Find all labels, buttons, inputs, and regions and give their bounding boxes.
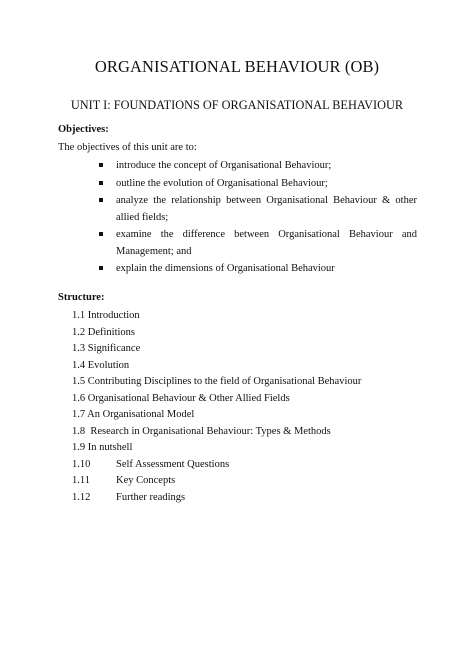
objective-item <box>99 158 417 175</box>
structure-item-number: 1.10 <box>72 458 91 470</box>
square-bullet-icon <box>99 198 103 202</box>
objectives-list <box>99 158 417 279</box>
square-bullet-icon <box>99 163 103 167</box>
objective-text: analyze the relationship between Organisational Behaviour & other allied fields; <box>116 195 417 223</box>
objective-text: examine the difference between Organisational Behaviour and Management; and <box>116 229 417 257</box>
structure-item: 1.5 Contributing Disciplines to the field of Organisational Behaviour <box>72 376 362 387</box>
structure-heading: Structure: <box>58 292 105 303</box>
structure-list <box>72 308 361 506</box>
structure-item: 1.2 Definitions <box>72 326 135 338</box>
structure-item-label: Key Concepts <box>116 475 176 486</box>
objective-item <box>99 193 417 226</box>
square-bullet-icon <box>99 266 103 270</box>
structure-item <box>72 457 361 474</box>
structure-item: 1.9 In nutshell <box>72 442 133 453</box>
structure-item <box>72 473 361 490</box>
objective-item <box>99 176 417 193</box>
objective-text: introduce the concept of Organisational Behaviour; <box>116 160 332 171</box>
document-title: ORGANISATIONAL BEHAVIOUR (OB) <box>94 57 380 76</box>
unit-title: UNIT I: FOUNDATIONS OF ORGANISATIONAL BEHAVIOUR <box>70 98 404 112</box>
objective-item <box>99 261 417 278</box>
objective-text: explain the dimensions of Organisational Behaviour <box>116 263 335 274</box>
objective-item <box>99 227 417 260</box>
objectives-intro: The objectives of this unit are to: <box>58 142 197 153</box>
structure-item: 1.6 Organisational Behaviour & Other Allied Fields <box>72 392 290 404</box>
structure-item: 1.7 An Organisational Model <box>72 409 195 420</box>
structure-item: 1.3 Significance <box>72 343 141 354</box>
structure-item-number: 1.12 <box>72 491 91 503</box>
structure-item: 1.1 Introduction <box>72 310 140 321</box>
square-bullet-icon <box>99 181 103 185</box>
structure-item-label: Further readings <box>116 491 186 503</box>
structure-item: 1.8 Research in Organisational Behaviour: Types & Methods <box>72 425 331 437</box>
structure-item-label: Self Assessment Questions <box>116 458 230 470</box>
structure-item: 1.4 Evolution <box>72 359 130 371</box>
objective-text: outline the evolution of Organisational Behaviour; <box>116 177 328 189</box>
structure-item-number: 1.11 <box>72 475 90 486</box>
objectives-heading: Objectives: <box>58 124 109 135</box>
structure-item <box>72 490 361 507</box>
square-bullet-icon <box>99 232 103 236</box>
